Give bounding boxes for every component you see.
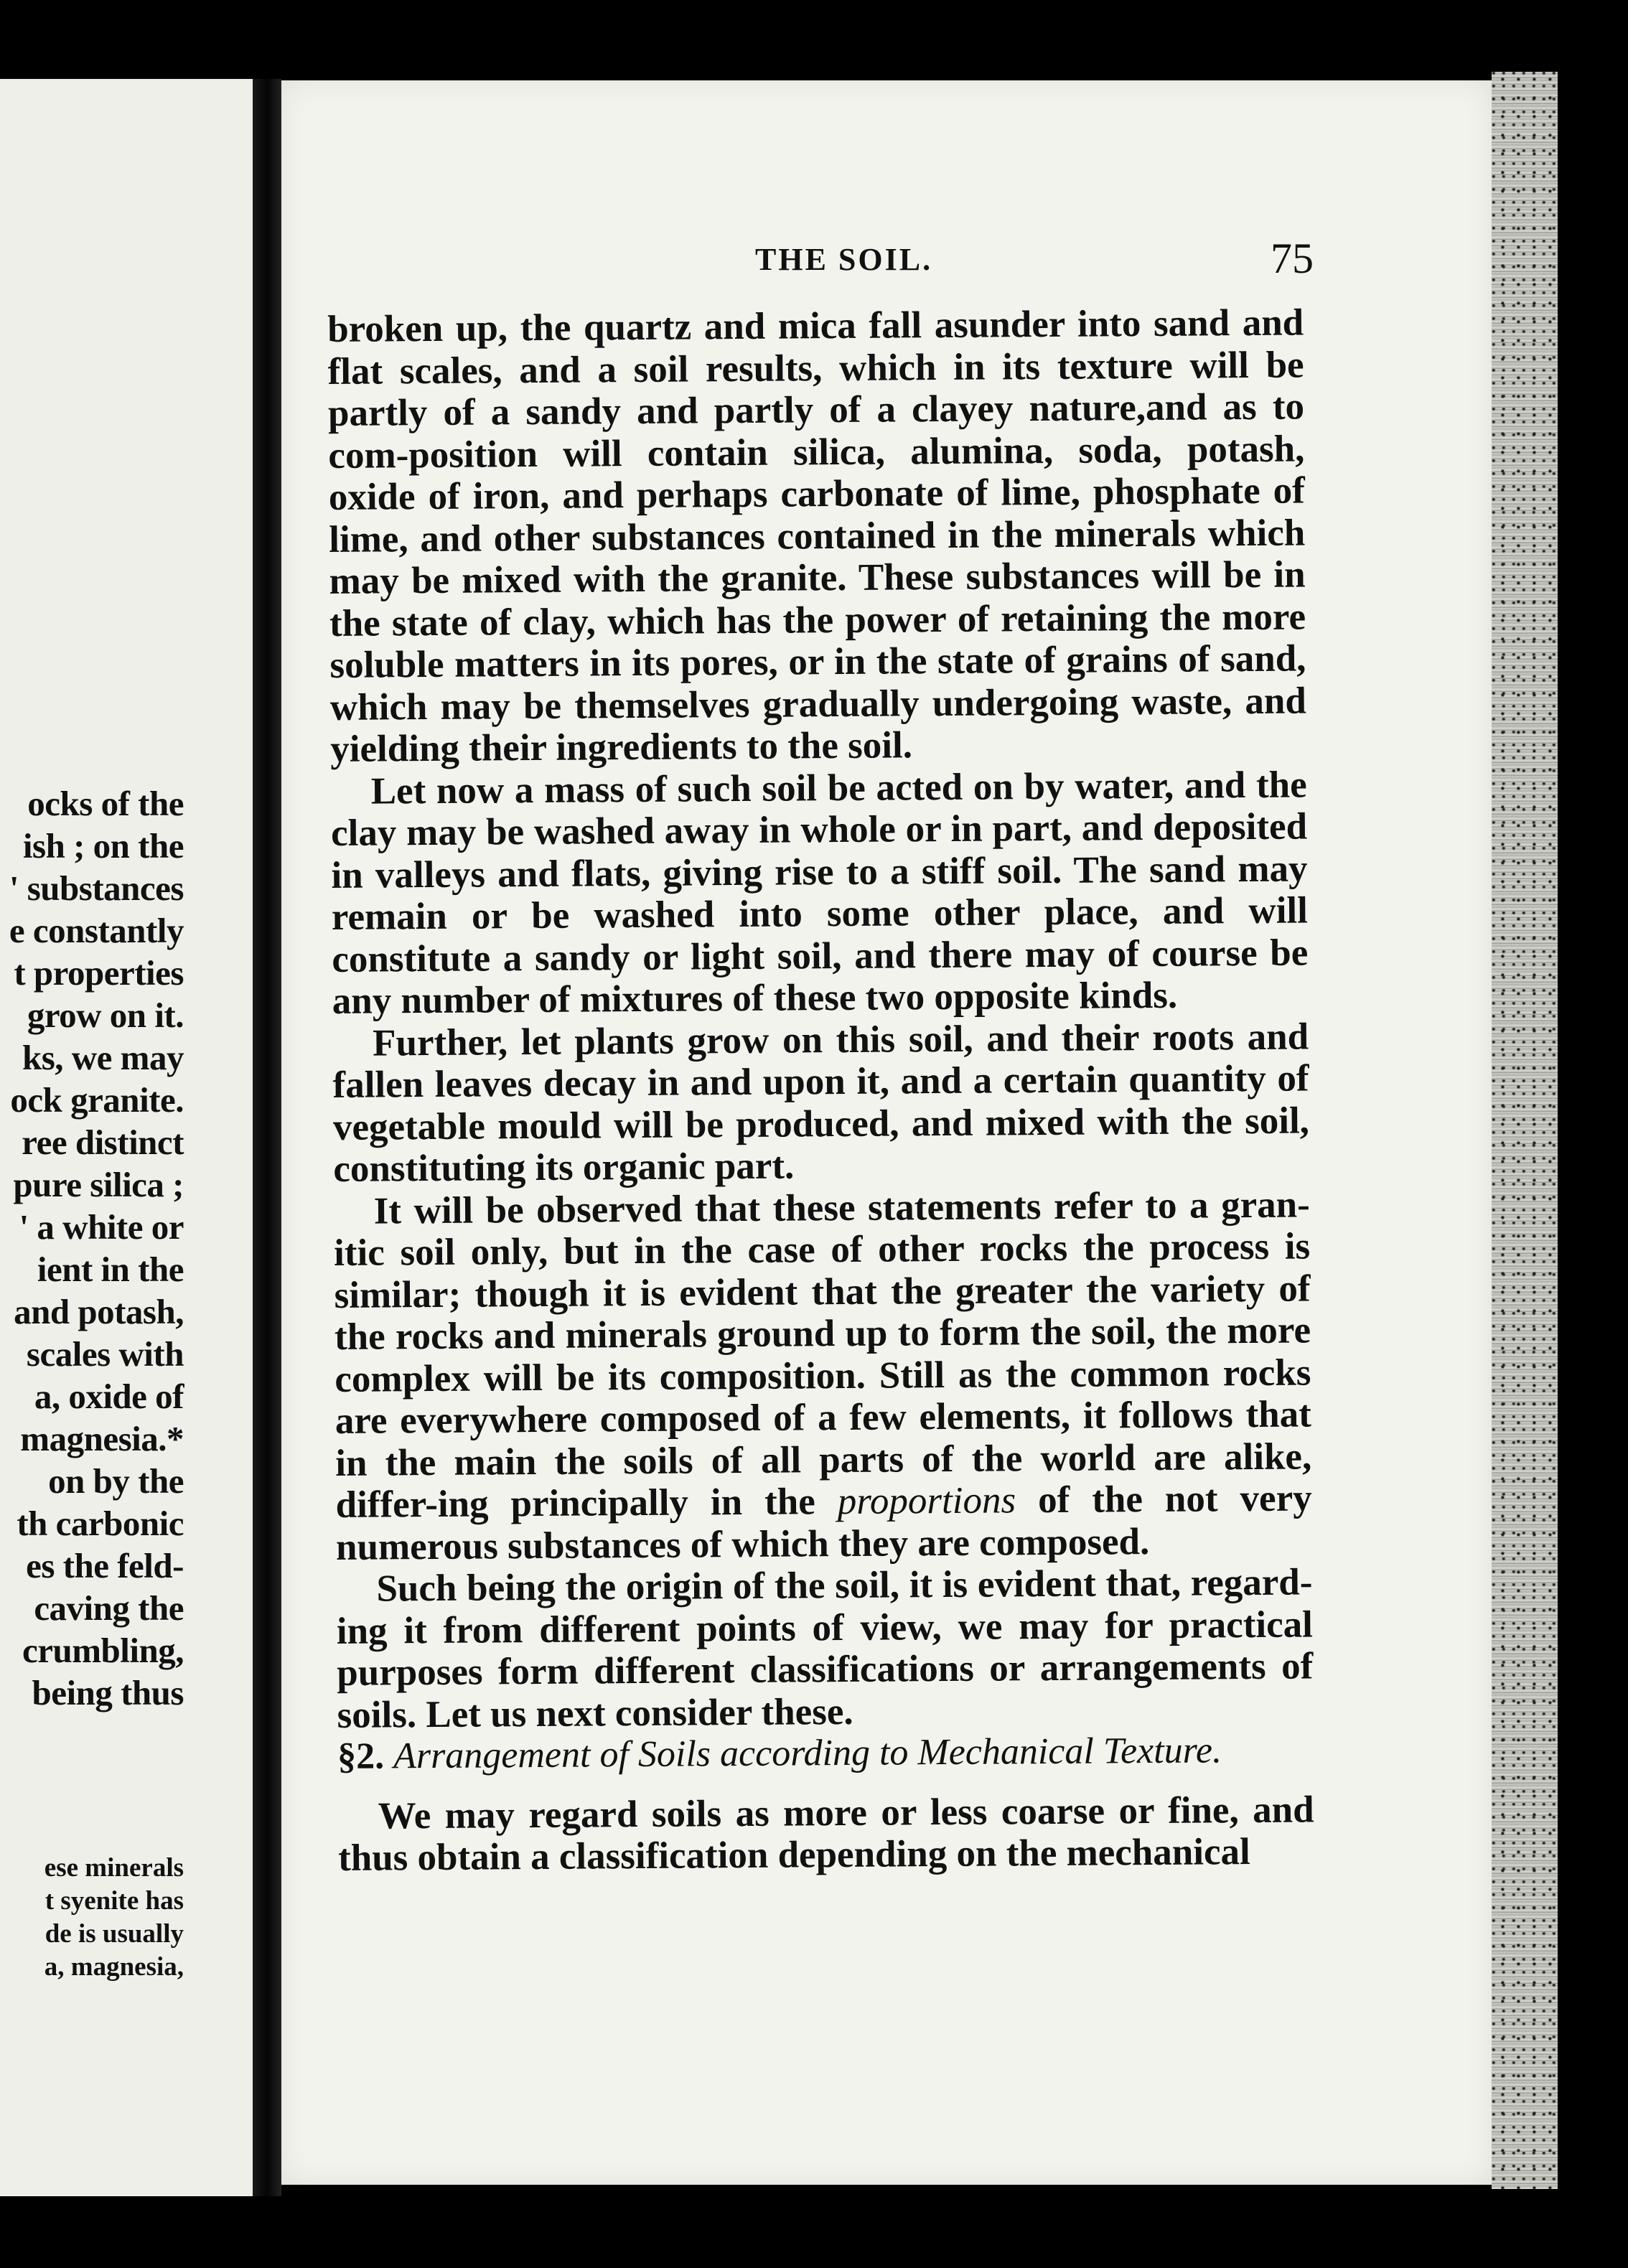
paragraph-6: We may regard soils as more or less coarse or fine, and thus obtain a classification depending on the mechanical bbox=[337, 1788, 1314, 1879]
paragraph-1: broken up, the quartz and mica fall asunder into sand and flat scales, and a soil results, which in its texture will be partly of a sandy and partly of a clayey nature,and as to com-position will contain silica, alumina, soda, potash, oxide of iron, and perhaps carbonate of lime, phosphate of lime, and other substances contained in the minerals which may be mixed with the granite. These substances will be in the state of clay, which has the power of retaining the more soluble matters in its pores, or in the state of grains of sand, which may be themselves gradually undergoing waste, and yielding their ingredients to the soil. bbox=[327, 301, 1307, 770]
running-head bbox=[281, 237, 1492, 287]
previous-page-line: ' a white or bbox=[19, 1207, 184, 1247]
previous-page-line: on by the bbox=[48, 1461, 184, 1501]
paragraph-4 bbox=[334, 1184, 1313, 1568]
previous-page-line: ocks of the bbox=[27, 784, 184, 823]
body-text bbox=[327, 302, 1314, 1880]
paragraph-4-text: It will be observed that these statements refer to a gran-itic soil only, but in the case of other rocks the process is similar; though it is evident that the greater the variety of the rocks and minerals ground up to form the soil, the more complex will be its composition. Still as the common rocks are everywhere composed of a few elements, it follows that in the main the soils of all parts of the world are alike, differ-ing principally in the bbox=[333, 1183, 1312, 1526]
previous-page-line: grow on it. bbox=[27, 995, 184, 1035]
previous-page-line: ock granite. bbox=[10, 1080, 184, 1120]
footnote-line: de is usually bbox=[45, 1919, 184, 1949]
previous-page-line: ' substances bbox=[9, 868, 184, 908]
running-title: THE SOIL. bbox=[755, 242, 933, 277]
section-heading bbox=[337, 1729, 1314, 1778]
footnote-line: t syenite has bbox=[45, 1886, 184, 1916]
book-page bbox=[281, 80, 1492, 2185]
previous-page-line: t properties bbox=[14, 953, 184, 993]
previous-page-line: a, oxide of bbox=[34, 1377, 184, 1416]
previous-page-line: caving the bbox=[34, 1588, 184, 1628]
previous-page-line: es the feld- bbox=[26, 1546, 184, 1585]
paragraph-3: Further, let plants grow on this soil, and their roots and fallen leaves decay in and upon it, and a certain quantity of vegetable mould will be produced, and mixed with the soil, constituting its organic part. bbox=[332, 1015, 1310, 1190]
footnote-line: ese minerals bbox=[44, 1853, 184, 1883]
previous-page-line: crumbling, bbox=[22, 1631, 184, 1670]
previous-page-line: e constantly bbox=[9, 911, 184, 950]
previous-page-line: ks, we may bbox=[22, 1038, 184, 1077]
previous-page-line: scales with bbox=[26, 1334, 184, 1374]
section-title: Arrangement of Soils according to Mechanical Texture. bbox=[393, 1730, 1222, 1777]
paragraph-5: Such being the origin of the soil, it is evident that, regard-ing it from different points of view, we may for practical purposes form different classifications or arrangements of soils. Let us next consider these. bbox=[336, 1561, 1314, 1736]
previous-page-line: th carbonic bbox=[17, 1504, 184, 1543]
section-number: §2. bbox=[337, 1735, 385, 1777]
previous-page-line: and potash, bbox=[14, 1292, 184, 1331]
previous-page-footnote bbox=[0, 1852, 184, 1984]
previous-page-line: being thus bbox=[32, 1673, 184, 1712]
previous-page-text bbox=[0, 782, 184, 1714]
scan-background-right bbox=[1558, 72, 1628, 2268]
paragraph-2: Let now a mass of such soil be acted on by water, and the clay may be washed away in whole or in part, and deposited in valleys and flats, giving rise to a stiff soil. The sand may remain or be washed into some other place, and will constitute a sandy or light soil, and there may of course be any number of mixtures of these two opposite kinds. bbox=[330, 763, 1309, 1022]
page-edge-stack bbox=[1492, 72, 1558, 2189]
previous-page-fragment bbox=[0, 79, 253, 2196]
previous-page-line: magnesia.* bbox=[20, 1419, 184, 1458]
emphasized-word: proportions bbox=[837, 1479, 1016, 1523]
book-gutter bbox=[253, 79, 281, 2196]
page-number: 75 bbox=[1271, 235, 1314, 282]
previous-page-line: ish ; on the bbox=[22, 826, 184, 866]
previous-page-line: ree distinct bbox=[22, 1123, 184, 1162]
previous-page-line: ient in the bbox=[37, 1250, 184, 1289]
previous-page-line: pure silica ; bbox=[13, 1165, 184, 1204]
paragraph-4-text-end: of the not very numerous substances of which they are composed. bbox=[335, 1477, 1312, 1568]
footnote-line: a, magnesia, bbox=[44, 1952, 184, 1982]
